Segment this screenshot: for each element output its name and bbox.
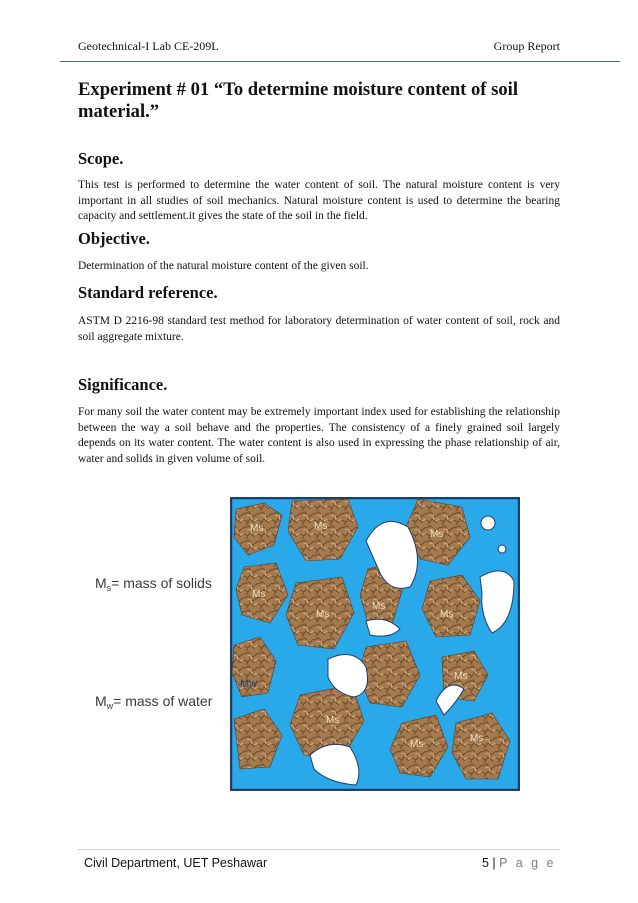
- grain-label: Ms: [250, 523, 264, 534]
- label-mass-of-solids: $M_s=$ mass of solids: [95, 575, 212, 593]
- heading-objective: Objective.: [78, 229, 150, 248]
- grain-label: Ms: [410, 739, 424, 750]
- air-bubble: [481, 516, 495, 530]
- water-label: Mw: [240, 678, 258, 690]
- significance-text: For many soil the water content may be extremely important index used for establishing the relationship between the way a soil behave and the properties. The consistency of a finely grained soil largely depends on its water content. The water content is also used in expressing the phase relationship of air, water and solids in given volume of soil.: [78, 406, 560, 465]
- grain-label: Ms: [372, 601, 386, 612]
- page-number: 5: [481, 856, 489, 870]
- label-mass-of-water: $M_w=$ mass of water: [95, 693, 213, 711]
- grain-label: Ms: [440, 609, 454, 620]
- header-rule: [60, 61, 620, 62]
- standard-reference-text: ASTM D 2216-98 standard test method for laboratory determination of water content of soil, rock and soil aggregate mixture.: [78, 315, 560, 343]
- grain-label: Ms: [314, 521, 328, 532]
- grain-label: Ms: [316, 609, 330, 620]
- heading-scope: Scope.: [78, 149, 124, 168]
- experiment-title: Experiment # 01 “To determine moisture content of soil material.”: [78, 79, 519, 122]
- header-course: Geotechnical-I Lab CE-209L: [78, 39, 219, 53]
- heading-significance: Significance.: [78, 375, 168, 394]
- page-word: P a g e: [499, 856, 556, 870]
- air-bubble: [498, 545, 506, 553]
- page-separator: |: [492, 856, 496, 870]
- grain-label: Ms: [430, 529, 444, 540]
- grain-label: Ms: [252, 589, 266, 600]
- grain-label: Ms: [470, 733, 484, 744]
- grain-label: Ms: [326, 715, 340, 726]
- footer-rule: [78, 849, 560, 850]
- soil-phase-figure: [80, 497, 520, 791]
- footer-page: [482, 856, 556, 870]
- grain-label: Ms: [454, 671, 468, 682]
- heading-standard-reference: Standard reference.: [78, 283, 218, 302]
- footer-department: Civil Department, UET Peshawar: [84, 856, 268, 870]
- objective-text: Determination of the natural moisture content of the given soil.: [78, 260, 369, 272]
- scope-text: This test is performed to determine the water content of soil. The natural moisture content is very important in all studies of soil mechanics. Natural moisture content is used to determine the bearing capacity and settlement.it gives the state of the soil in the field.: [78, 179, 560, 222]
- soil-sample-diagram: [230, 497, 520, 791]
- header-report-type: Group Report: [493, 39, 560, 53]
